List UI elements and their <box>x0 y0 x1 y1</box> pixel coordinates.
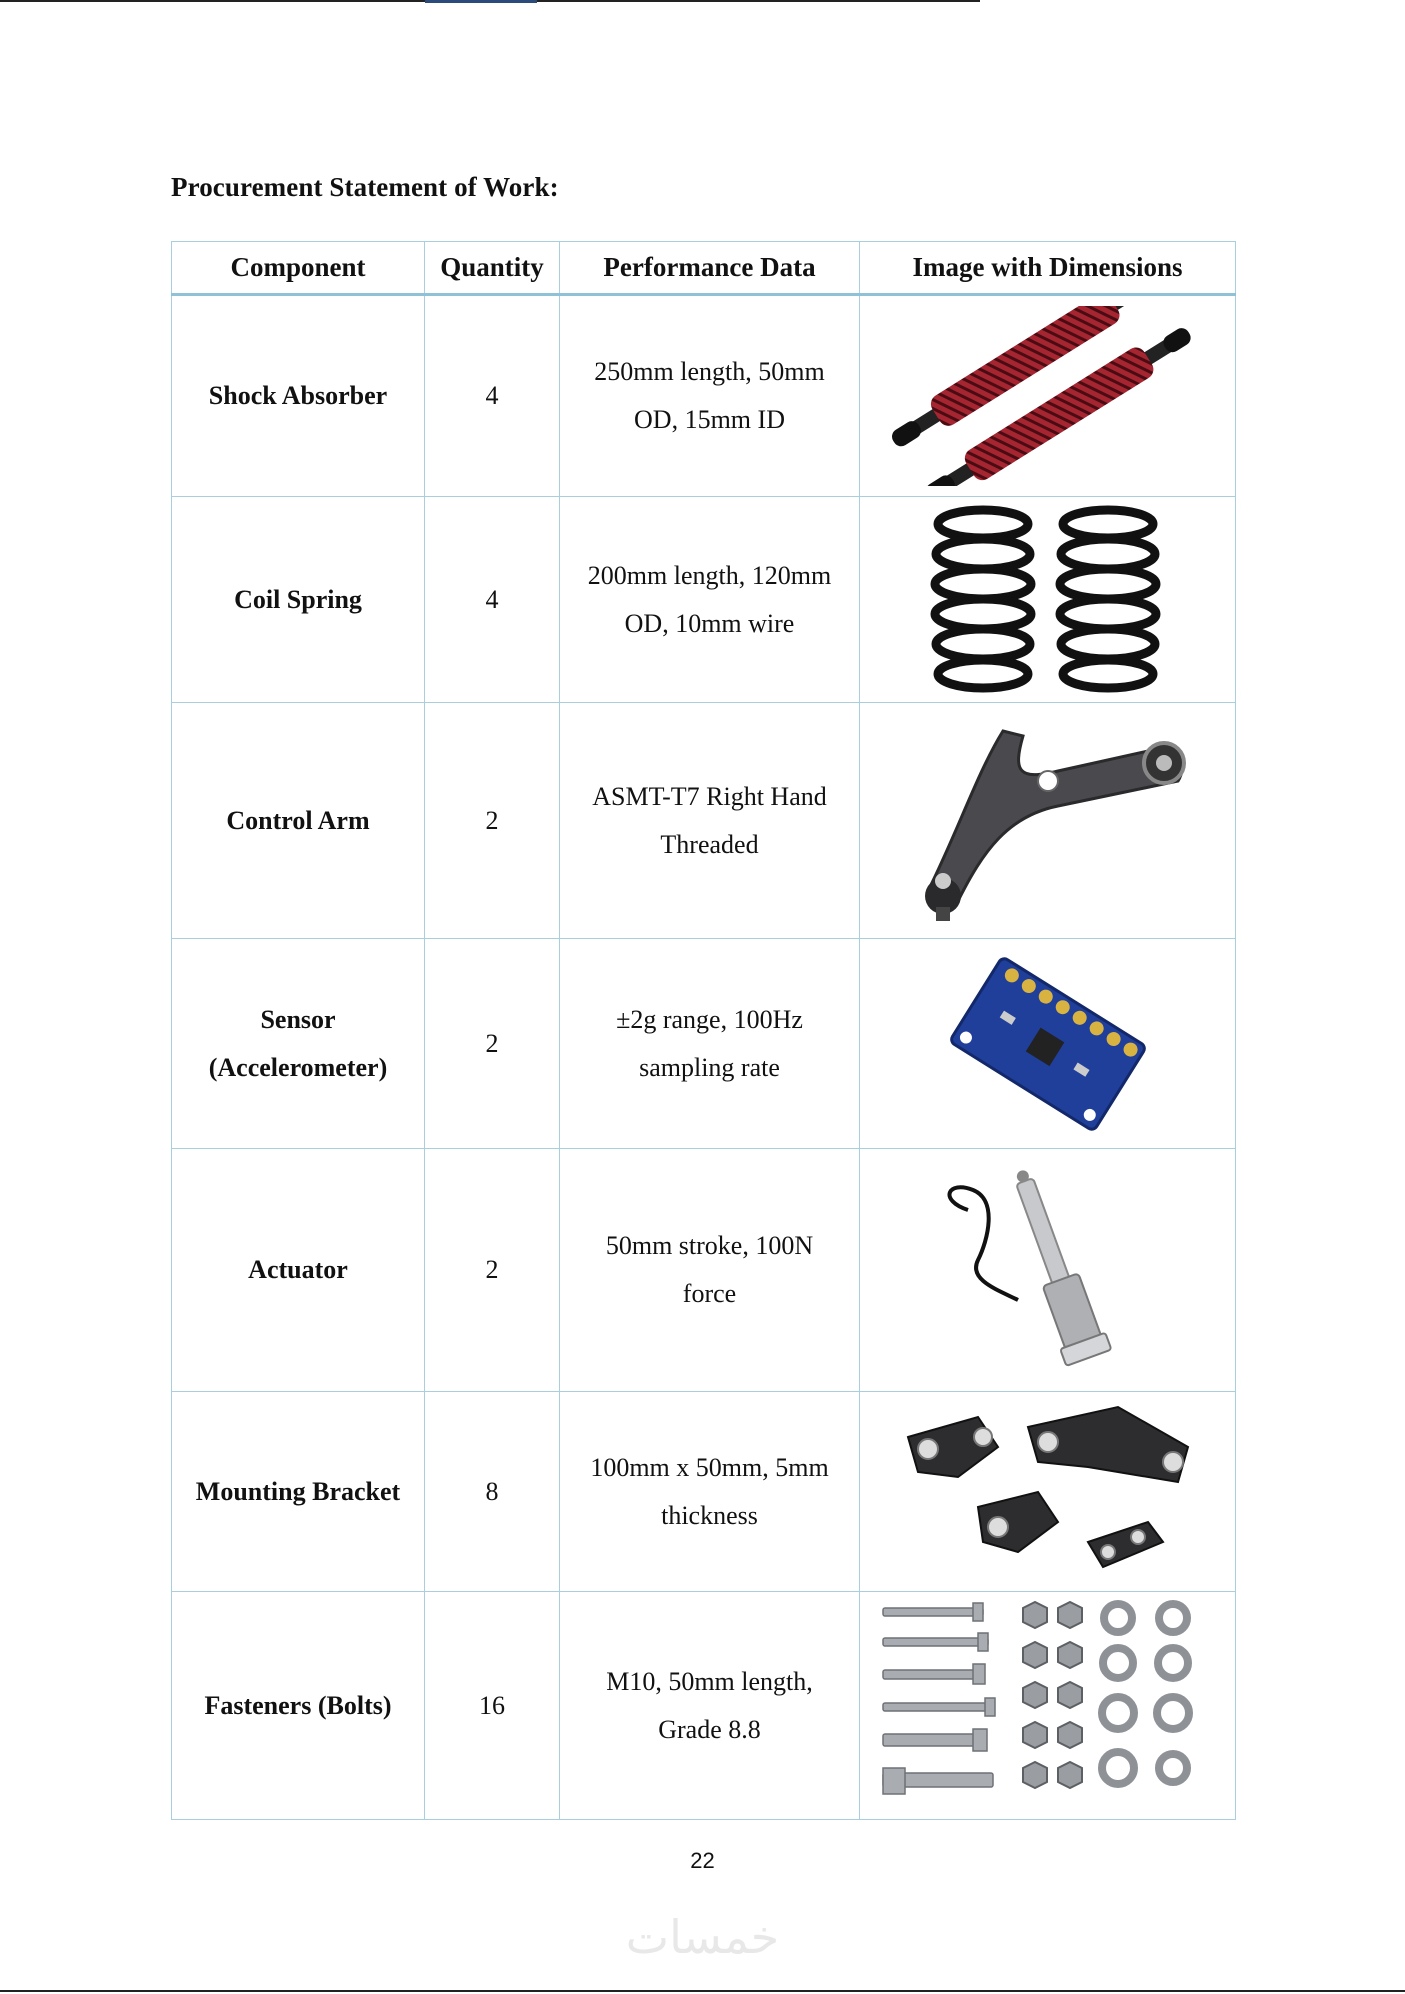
component-name: Coil Spring <box>172 497 425 703</box>
quantity-value: 2 <box>425 703 560 939</box>
quantity-value: 8 <box>425 1392 560 1592</box>
page-heading: Procurement Statement of Work: <box>171 172 559 202</box>
table-row <box>172 1392 1236 1592</box>
header-quantity: Quantity <box>425 242 560 295</box>
actuator-image <box>860 1149 1236 1392</box>
header-performance: Performance Data <box>560 242 860 295</box>
table-row <box>172 1149 1236 1392</box>
table-row <box>172 939 1236 1149</box>
accelerometer-image <box>860 939 1236 1149</box>
table-row <box>172 497 1236 703</box>
table-header-row <box>172 242 1236 295</box>
table-row <box>172 1592 1236 1820</box>
coil-spring-image <box>860 497 1236 703</box>
performance-data: ASMT-T7 Right Hand Threaded <box>560 703 860 939</box>
performance-data: 200mm length, 120mm OD, 10mm wire <box>560 497 860 703</box>
performance-data: M10, 50mm length, Grade 8.8 <box>560 1592 860 1820</box>
table-row <box>172 295 1236 497</box>
watermark-logo: خمسات <box>625 1910 780 1964</box>
quantity-value: 4 <box>425 497 560 703</box>
performance-data: 50mm stroke, 100N force <box>560 1149 860 1392</box>
component-name: Mounting Bracket <box>172 1392 425 1592</box>
shock-absorber-image <box>860 295 1236 497</box>
mounting-bracket-image <box>860 1392 1236 1592</box>
component-name: Shock Absorber <box>172 295 425 497</box>
quantity-value: 4 <box>425 295 560 497</box>
quantity-value: 2 <box>425 1149 560 1392</box>
component-name: Actuator <box>172 1149 425 1392</box>
header-component: Component <box>172 242 425 295</box>
fasteners-image <box>860 1592 1236 1820</box>
page-number: 22 <box>690 1848 715 1873</box>
performance-data: 100mm x 50mm, 5mm thickness <box>560 1392 860 1592</box>
quantity-value: 16 <box>425 1592 560 1820</box>
control-arm-image <box>860 703 1236 939</box>
top-rule-accent <box>425 0 537 3</box>
bottom-rule <box>0 1990 1405 1992</box>
performance-data: ±2g range, 100Hz sampling rate <box>560 939 860 1149</box>
performance-data: 250mm length, 50mm OD, 15mm ID <box>560 295 860 497</box>
header-image: Image with Dimensions <box>860 242 1236 295</box>
quantity-value: 2 <box>425 939 560 1149</box>
table-row <box>172 703 1236 939</box>
component-name: Control Arm <box>172 703 425 939</box>
component-name: Sensor (Accelerometer) <box>172 939 425 1149</box>
procurement-table <box>171 241 1236 1820</box>
component-name: Fasteners (Bolts) <box>172 1592 425 1820</box>
